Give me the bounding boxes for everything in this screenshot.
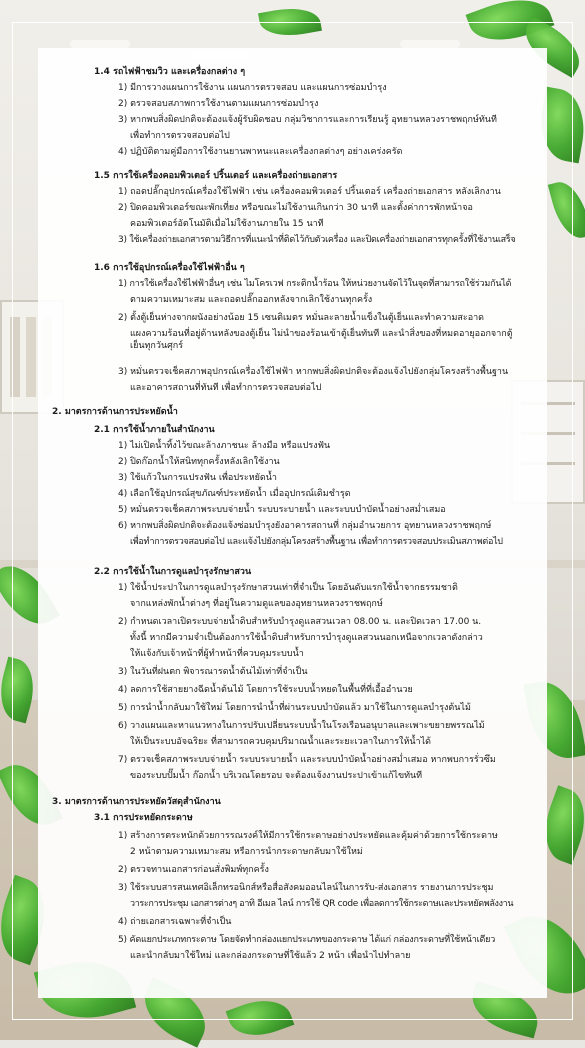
- section-heading: 1.6 การใช้อุปกรณ์เครื่องใช้ไฟฟ้าอื่น ๆ: [94, 263, 245, 273]
- list-item-continuation: และอาคารสถานที่ทันที เพื่อทำการตรวจสอบต่อไป: [130, 383, 322, 393]
- list-item: 5) การนำน้ำกลับมาใช้ใหม่ โดยการนำน้ำที่ผ่านระบบบำบัดแล้ว มาใช้ในการดูแลบำรุงต้นไม้: [118, 703, 471, 713]
- list-item-continuation: ให้แจ้งกับเจ้าหน้าที่ผู้ทำหน้าที่ควบคุมระบบน้ำ: [130, 649, 304, 659]
- list-item: 6) หากพบสิ่งผิดปกติจะต้องแจ้งซ่อมบำรุงยังอาคารสถานที่ กลุ่มอำนวยการ อุทยานหลวงราชพฤกษ์: [118, 521, 492, 531]
- list-item: 3) ใช้แก้วในการแปรงฟัน เพื่อประหยัดน้ำ: [118, 473, 277, 483]
- list-item-continuation: ของระบบปั๊มน้ำ ก๊อกน้ำ บริเวณโดยรอบ จะต้องแจ้งงานประปาเข้าแก้ไขทันที: [130, 771, 423, 781]
- list-item: 3) ใช้เครื่องถ่ายเอกสารตามวิธีการที่แนะนำที่ติดไว้กับตัวเครื่อง และปิดเครื่องถ่ายเอกสารทุกครั้งที่ใช้งานเสร็จ: [118, 235, 516, 245]
- list-item: 1) ไม่เปิดน้ำทิ้งไว้ขณะล้างภาชนะ ล้างมือ หรือแปรงฟัน: [118, 441, 331, 451]
- list-item: 4) ลดการใช้สายยางฉีดน้ำต้นไม้ โดยการใช้ระบบน้ำหยดในพื้นที่ที่เอื้ออำนวย: [118, 685, 413, 695]
- list-item: 3) ใช้ระบบสารสนเทศอิเล็กทรอนิกส์หรือสื่อสังคมออนไลน์ในการรับ-ส่งเอกสาร รายงานการประชุม: [118, 883, 494, 893]
- list-item-continuation: ให้เป็นระบบอัจฉริยะ ที่สามารถควบคุมปริมาณน้ำและระยะเวลาในการให้น้ำได้: [130, 737, 431, 747]
- list-item-continuation: และนำกลับมาใช้ใหม่ และกล่องกระดาษที่ใช้แล้ว 2 หน้า เพื่อนำไปทำลาย: [130, 951, 411, 961]
- list-item: 5) คัดแยกประเภทกระดาษ โดยจัดทำกล่องแยกประเภทของกระดาษ ได้แก่ กล่องกระดาษที่ใช้หน้าเดียว: [118, 935, 496, 945]
- list-item: 2) ตั้งตู้เย็นห่างจากผนังอย่างน้อย 15 เซนติเมตร หมั่นละลายน้ำแข็งในตู้เย็นและทำความสะอาด: [118, 313, 485, 323]
- list-item: 6) วางแผนและหาแนวทางในการปรับเปลี่ยนระบบน้ำในโรงเรือนอนุบาลและเพาะขยายพรรณไม้: [118, 721, 485, 731]
- list-item: 1) ถอดปลั๊กอุปกรณ์เครื่องใช้ไฟฟ้า เช่น เครื่องคอมพิวเตอร์ ปริ้นเตอร์ เครื่องถ่ายเอกสาร หลังเลิกงาน: [118, 187, 501, 197]
- list-item: 1) การใช้เครื่องใช้ไฟฟ้าอื่นๆ เช่น ไมโครเวฟ กระติกน้ำร้อน ให้หน่วยงานจัดไว้ในจุดที่สามารถใช้ร่วมกันได้: [118, 279, 512, 289]
- list-item: 3) หมั่นตรวจเช็คสภาพอุปกรณ์เครื่องใช้ไฟฟ้า หากพบสิ่งผิดปกติจะต้องแจ้งไปยังกลุ่มโครงสร้างพื้นฐาน: [118, 367, 509, 377]
- list-item: 4) เลือกใช้อุปกรณ์สุขภัณฑ์ประหยัดน้ำ เมื่ออุปกรณ์เดิมชำรุด: [118, 489, 351, 499]
- section-heading: 1.5 การใช้เครื่องคอมพิวเตอร์ ปริ้นเตอร์ และเครื่องถ่ายเอกสาร: [94, 171, 338, 181]
- list-item: 4) ปฏิบัติตามคู่มือการใช้งานยานพาหนะและเครื่องกลต่างๆ อย่างเคร่งครัด: [118, 147, 403, 157]
- list-item: 2) ตรวจทานเอกสารก่อนสั่งพิมพ์ทุกครั้ง: [118, 865, 269, 875]
- main-heading: 3. มาตรการด้านการประหยัดวัสดุสำนักงาน: [52, 797, 221, 807]
- list-item-continuation: 2 หน้าตามความเหมาะสม หรือการนำกระดาษกลับมาใช้ใหม่: [130, 847, 363, 857]
- list-item: 5) หมั่นตรวจเช็คสภาพระบบจ่ายน้ำ ระบบระบายน้ำ และระบบบำบัดน้ำอย่างสม่ำเสมอ: [118, 505, 446, 515]
- list-item-continuation: คอมพิวเตอร์อัตโนมัติเมื่อไม่ใช้งานภายใน 15 นาที: [130, 219, 324, 229]
- list-item-continuation: จากแหล่งพักน้ำต่างๆ ที่อยู่ในความดูแลของอุทยานหลวงราชพฤกษ์: [130, 599, 383, 609]
- list-item: 7) ตรวจเช็คสภาพระบบจ่ายน้ำ ระบบระบายน้ำ และระบบบำบัดน้ำอย่างสม่ำเสมอ หากพบการรั่วซึม: [118, 755, 496, 765]
- list-item: 2) ตรวจสอบสภาพการใช้งานตามแผนการซ่อมบำรุง: [118, 99, 319, 109]
- list-item-continuation: เพื่อทำการตรวจสอบต่อไป: [130, 131, 230, 141]
- list-item: 3) หากพบสิ่งผิดปกติจะต้องแจ้งผู้รับผิดชอบ กลุ่มวิชาการและการเรียนรู้ อุทยานหลวงราชพฤกษ์ทันที: [118, 115, 497, 125]
- list-item-continuation: เพื่อทำการตรวจสอบต่อไป และแจ้งไปยังกลุ่มโครงสร้างพื้นฐาน เพื่อทำการตรวจสอบประเมินสภาพต่อไป: [130, 537, 503, 547]
- list-item-continuation: แผงความร้อนที่อยู่ด้านหลังของตู้เย็น ไม่นำของร้อนเข้าตู้เย็นทันที และนำสิ่งของที่หมดอายุออกจากตู้เย็นทุกวันศุกร์: [130, 329, 513, 351]
- list-item: 2) ปิดคอมพิวเตอร์ขณะพักเที่ยง หรือขณะไม่ใช้งานเกินกว่า 30 นาที และตั้งค่าการพักหน้าจอ: [118, 203, 473, 213]
- list-item: 1) สร้างการตระหนักด้วยการรณรงค์ให้มีการใช้กระดาษอย่างประหยัดและคุ้มค่าด้วยการใช้กระดาษ: [118, 831, 498, 841]
- list-item: 1) มีการวางแผนการใช้งาน แผนการตรวจสอบ และแผนการซ่อมบำรุง: [118, 83, 387, 93]
- section-heading: 2.2 การใช้น้ำในการดูแลบำรุงรักษาสวน: [94, 567, 252, 577]
- list-item: 2) กำหนดเวลาเปิดระบบจ่ายน้ำดิบสำหรับบำรุงดูแลสวนเวลา 08.00 น. และปิดเวลา 17.00 น.: [118, 617, 482, 627]
- main-heading: 2. มาตรการด้านการประหยัดน้ำ: [52, 407, 178, 417]
- list-item-continuation: วาระการประชุม เอกสารต่างๆ อาทิ อีเมล ไลน์ การใช้ QR code เพื่อลดการใช้กระดาษและประหยัดพลังงาน: [130, 899, 514, 909]
- list-item-continuation: ทั้งนี้ หากมีความจำเป็นต้องการใช้น้ำดิบสำหรับการบำรุงดูแลสวนนอกเหนือจากเวลาดังกล่าว: [130, 633, 483, 643]
- list-item-continuation: ตามความเหมาะสม และถอดปลั๊กออกหลังจากเลิกใช้งานทุกครั้ง: [130, 295, 373, 305]
- list-item: 1) ใช้น้ำประปาในการดูแลบำรุงรักษาสวนเท่าที่จำเป็น โดยอันดับแรกใช้น้ำจากธรรมชาติ: [118, 583, 458, 593]
- section-heading: 2.1 การใช้น้ำภายในสำนักงาน: [94, 425, 215, 435]
- section-heading: 1.4 รถไฟฟ้าชมวิว และเครื่องกลต่าง ๆ: [94, 67, 246, 77]
- list-item: 2) ปิดก๊อกน้ำให้สนิททุกครั้งหลังเลิกใช้งาน: [118, 457, 280, 467]
- list-item: 4) ถ่ายเอกสารเฉพาะที่จำเป็น: [118, 917, 232, 927]
- list-item: 3) ในวันที่ฝนตก พิจารณารดน้ำต้นไม้เท่าที่จำเป็น: [118, 667, 308, 677]
- section-heading: 3.1 การประหยัดกระดาษ: [94, 813, 193, 823]
